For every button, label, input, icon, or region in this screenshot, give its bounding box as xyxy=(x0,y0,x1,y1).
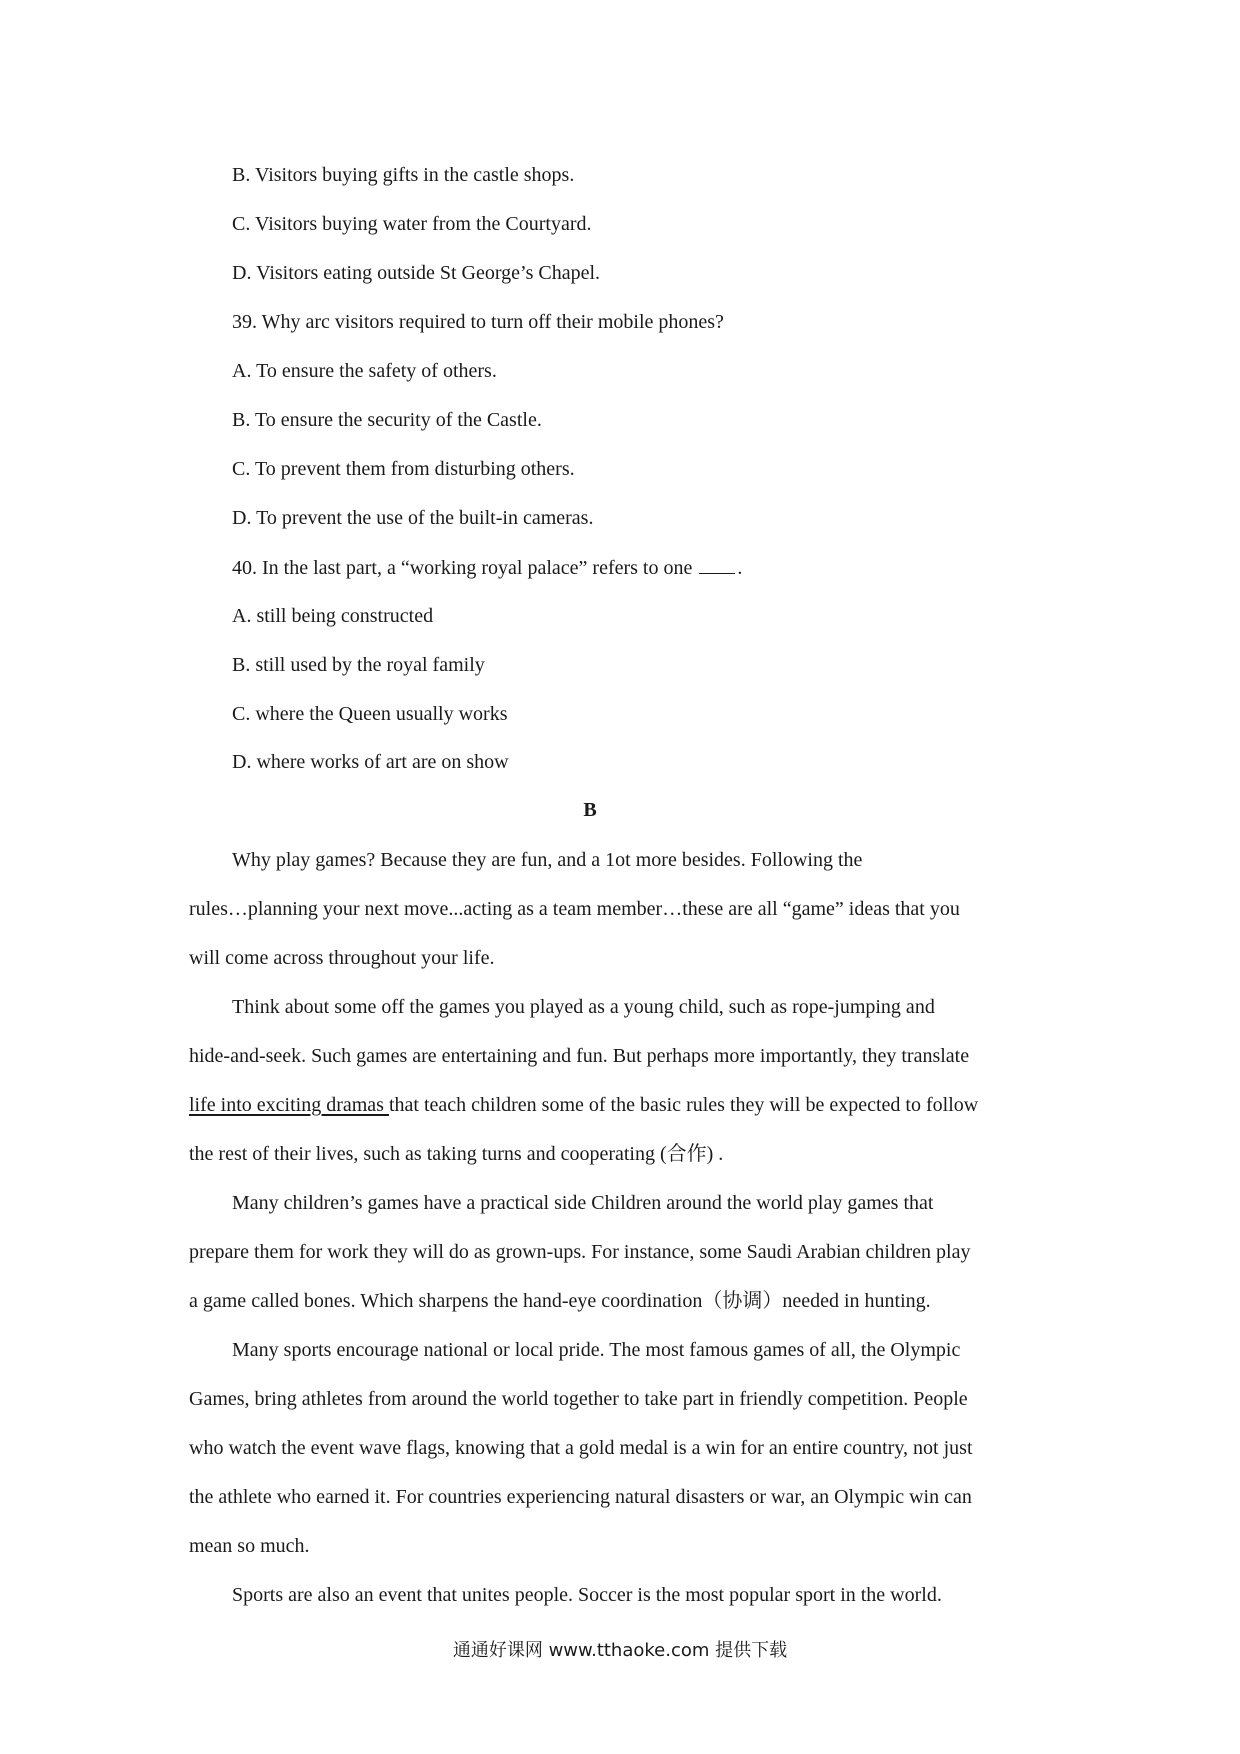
p1-line3: will come across throughout your life. xyxy=(189,947,495,969)
p4-line4: the athlete who earned it. For countries experiencing natural disasters or war, an Olympic win can xyxy=(189,1486,972,1508)
q40-stem xyxy=(232,555,742,580)
p2-line4: the rest of their lives, such as taking turns and cooperating (合作) . xyxy=(189,1143,724,1165)
q38-option-b: B. Visitors buying gifts in the castle shops. xyxy=(232,164,575,186)
q40-stem-end: . xyxy=(737,557,743,579)
p2-line1: Think about some off the games you played as a young child, such as rope-jumping and xyxy=(232,996,935,1018)
q40-option-d: D. where works of art are on show xyxy=(232,751,509,773)
underlined-phrase: life into exciting dramas xyxy=(189,1094,389,1116)
q40-option-c: C. where the Queen usually works xyxy=(232,703,508,725)
p1-line2: rules…planning your next move...acting as a team member…these are all “game” ideas that you xyxy=(189,898,960,920)
p4-line2: Games, bring athletes from around the world together to take part in friendly competition. People xyxy=(189,1388,968,1410)
p1-line1: Why play games? Because they are fun, and a 1ot more besides. Following the xyxy=(232,849,863,871)
p4-line5: mean so much. xyxy=(189,1535,310,1557)
p2-line3-rest: that teach children some of the basic rules they will be expected to follow xyxy=(388,1094,979,1116)
answer-blank xyxy=(699,555,735,574)
q38-option-c: C. Visitors buying water from the Courtyard. xyxy=(232,213,592,235)
q38-option-d: D. Visitors eating outside St George’s Chapel. xyxy=(232,262,601,284)
q39-option-d: D. To prevent the use of the built-in cameras. xyxy=(232,507,594,529)
p2-line3 xyxy=(189,1093,978,1117)
p5-line1: Sports are also an event that unites people. Soccer is the most popular sport in the world. xyxy=(232,1584,942,1606)
p3-line2: prepare them for work they will do as grown-ups. For instance, some Saudi Arabian children play xyxy=(189,1241,971,1263)
q40-stem-text: 40. In the last part, a “working royal palace” refers to one xyxy=(232,557,693,579)
section-heading: B xyxy=(583,799,597,821)
p3-line1: Many children’s games have a practical side Children around the world play games that xyxy=(232,1192,934,1214)
p2-line2: hide-and-seek. Such games are entertaining and fun. But perhaps more importantly, they translate xyxy=(189,1045,970,1067)
p3-line3: a game called bones. Which sharpens the hand-eye coordination（协调）needed in hunting. xyxy=(189,1290,931,1312)
page-footer: 通通好课网 www.tthaoke.com 提供下载 xyxy=(452,1640,788,1661)
p4-line3: who watch the event wave flags, knowing that a gold medal is a win for an entire country, not just xyxy=(189,1437,973,1459)
q39-option-b: B. To ensure the security of the Castle. xyxy=(232,409,542,431)
p4-line1: Many sports encourage national or local pride. The most famous games of all, the Olympic xyxy=(232,1339,961,1361)
q40-option-a: A. still being constructed xyxy=(232,605,434,627)
q39-stem: 39. Why arc visitors required to turn off their mobile phones? xyxy=(232,311,724,333)
q39-option-c: C. To prevent them from disturbing others. xyxy=(232,458,575,480)
q39-option-a: A. To ensure the safety of others. xyxy=(232,360,497,382)
q40-option-b: B. still used by the royal family xyxy=(232,654,485,676)
